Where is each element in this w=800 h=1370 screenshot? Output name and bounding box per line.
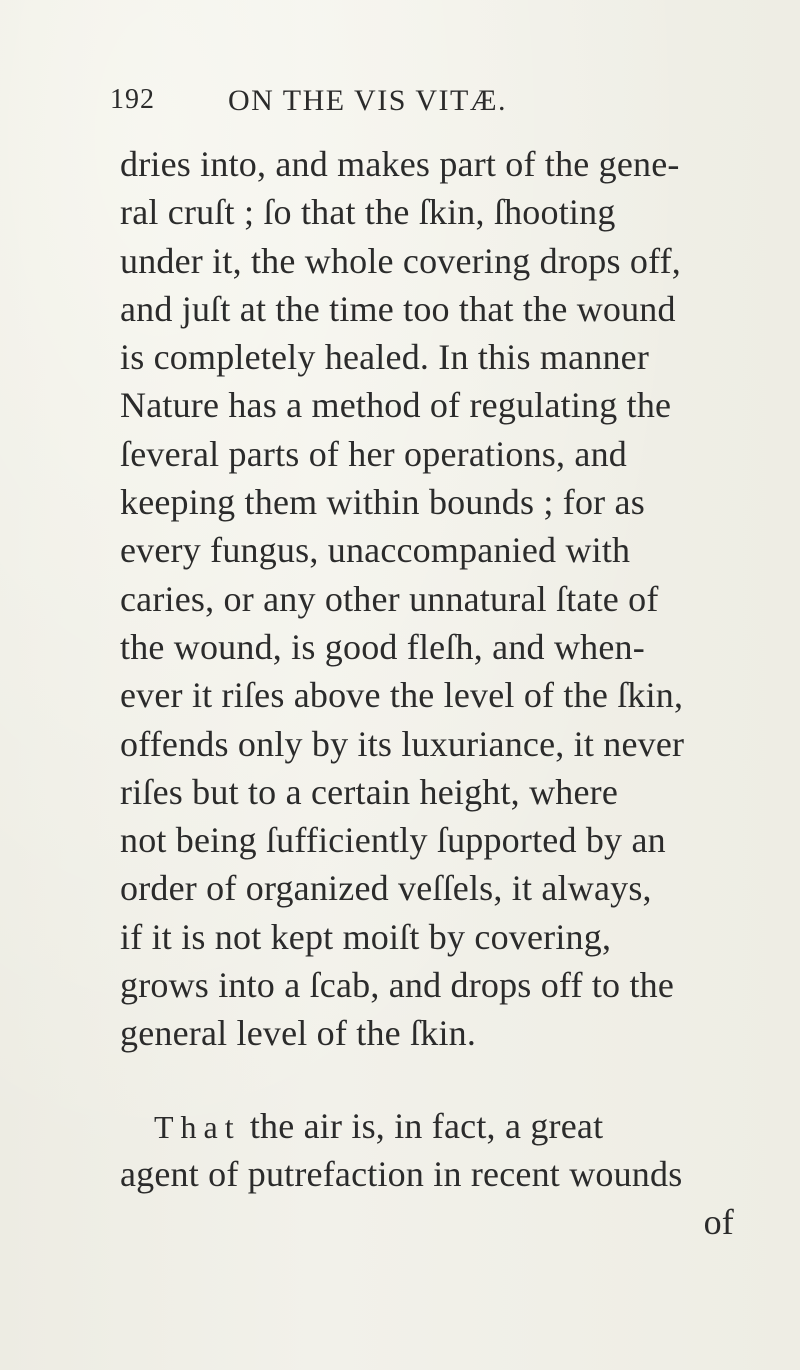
text-line: ever it riſes above the level of the ſkin, bbox=[120, 675, 684, 716]
running-title: ON THE VIS VITÆ. bbox=[228, 84, 508, 117]
text-line: the wound, is good fleſh, and when- bbox=[120, 626, 645, 667]
text-line: caries, or any other unnatural ſtate of bbox=[120, 578, 659, 619]
paragraph-2 bbox=[120, 1102, 740, 1247]
small-caps-lead: That bbox=[154, 1108, 241, 1145]
text-line-rest: the air is, in fact, a great bbox=[240, 1105, 604, 1146]
text-line: and juſt at the time too that the wound bbox=[120, 288, 676, 329]
text-line: Nature has a method of regulating the bbox=[120, 385, 672, 426]
text-line: if it is not kept moiſt by covering, bbox=[120, 916, 612, 957]
text-line bbox=[120, 1102, 740, 1150]
text-line: riſes but to a certain height, where bbox=[120, 771, 619, 812]
text-line: every fungus, unaccompanied with bbox=[120, 530, 631, 571]
text-line: order of organized veſſels, it always, bbox=[120, 868, 652, 909]
text-line: agent of putrefaction in recent wounds bbox=[120, 1153, 683, 1194]
text-line: ral cruſt ; ſo that the ſkin, ſhooting bbox=[120, 192, 616, 233]
text-line: keeping them within bounds ; for as bbox=[120, 482, 645, 523]
body-text bbox=[120, 140, 740, 1247]
text-line: grows into a ſcab, and drops off to the bbox=[120, 965, 675, 1006]
running-head bbox=[110, 84, 750, 124]
catchword: of bbox=[703, 1202, 734, 1243]
text-line: ſeveral parts of her operations, and bbox=[120, 433, 627, 474]
text-line: dries into, and makes part of the gene- bbox=[120, 144, 680, 184]
text-line: not being ſufficiently ſupported by an bbox=[120, 820, 666, 861]
text-line: is completely healed. In this manner bbox=[120, 337, 650, 378]
paragraph-1 bbox=[120, 140, 740, 1058]
paragraph-gap bbox=[120, 1058, 740, 1102]
page-number: 192 bbox=[110, 84, 155, 115]
text-line: under it, the whole covering drops off, bbox=[120, 240, 682, 281]
text-line: general level of the ſkin. bbox=[120, 1013, 477, 1054]
text-line: offends only by its luxuriance, it never bbox=[120, 723, 685, 764]
